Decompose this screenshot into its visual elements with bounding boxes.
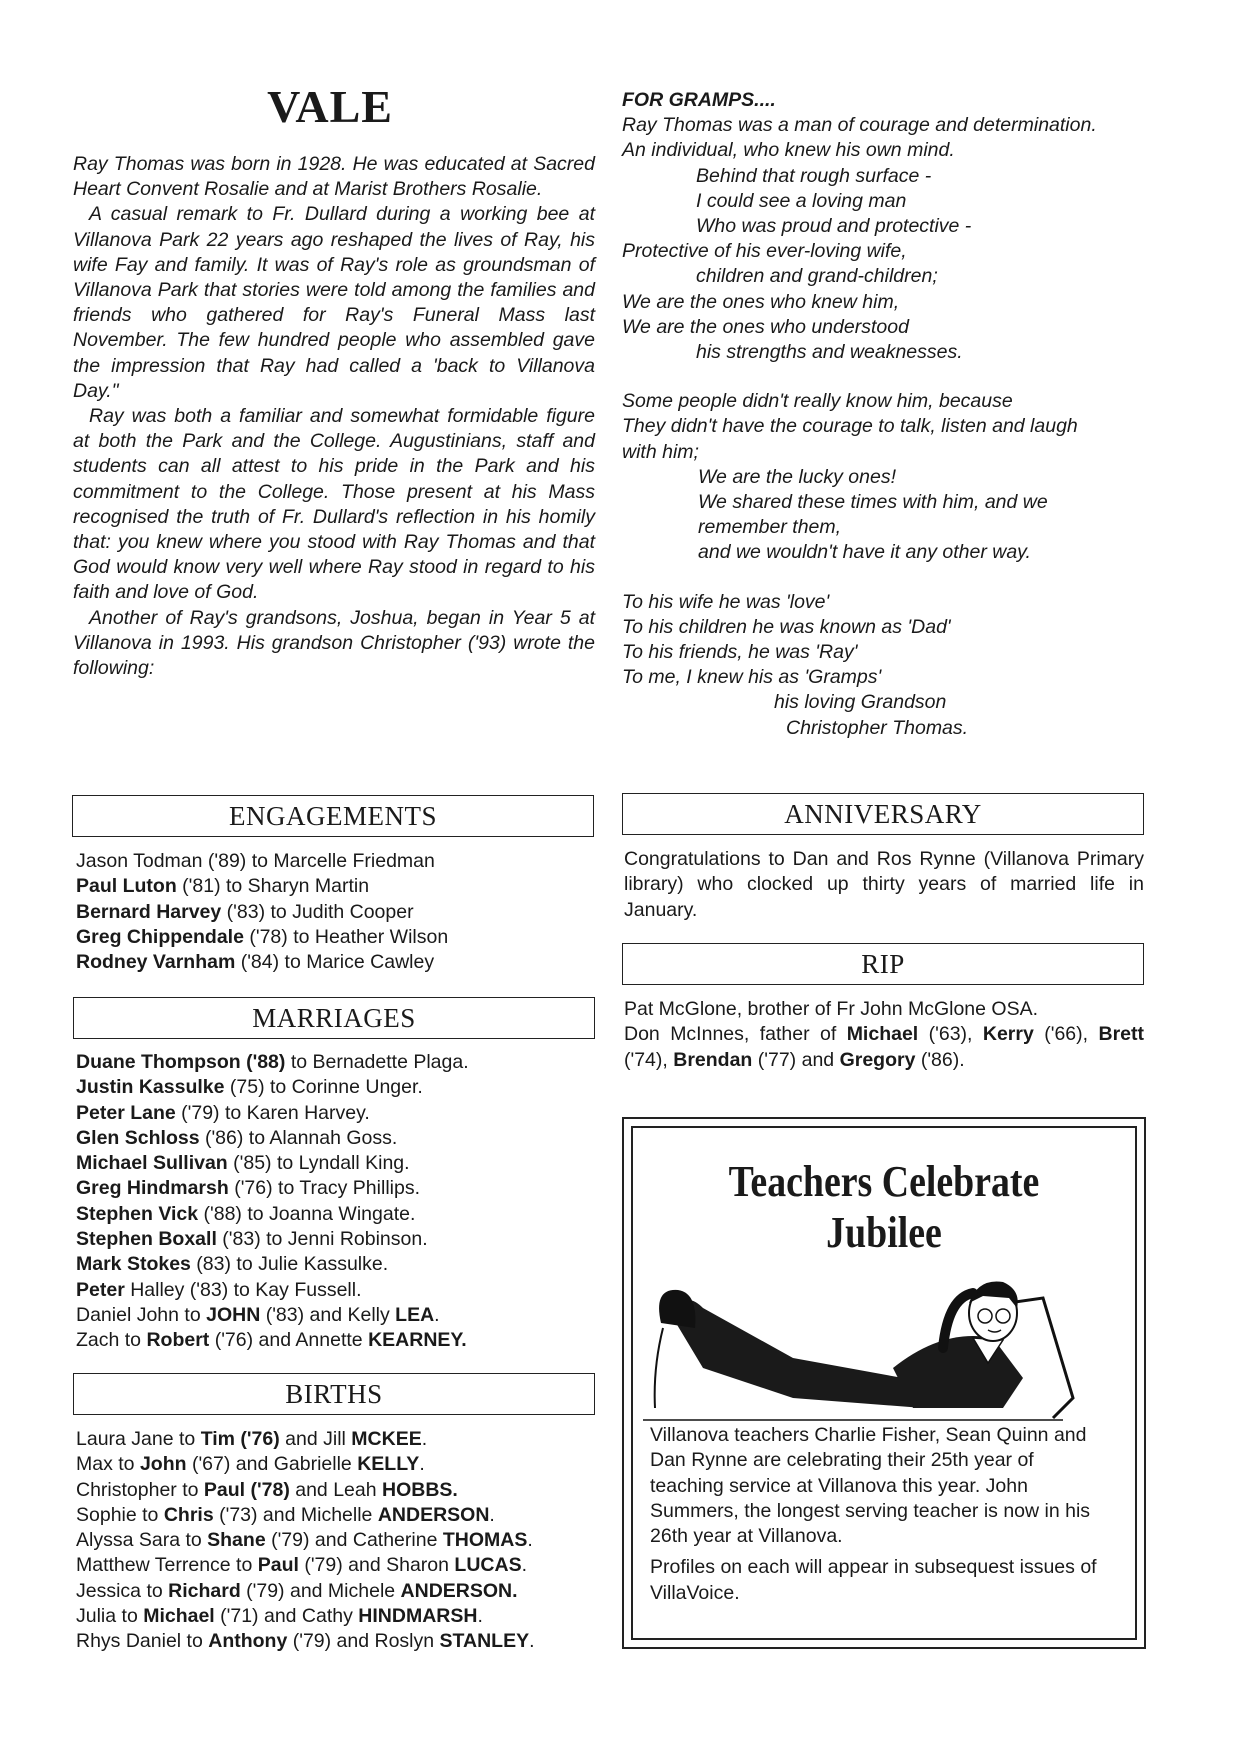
jubilee-paragraph: Villanova teachers Charlie Fisher, Sean Quinn and Dan Rynne are celebrating their 25th year of teaching service at Villanova this year. John Summers, the longest serving teacher is now in his 26th year at Villanova. <box>650 1424 1091 1548</box>
text-run: THOMAS <box>442 1529 528 1552</box>
text-run: ANDERSON. <box>400 1579 518 1602</box>
text-run: Sophie to <box>76 1503 164 1526</box>
text-run: Don McInnes, father of <box>624 1023 847 1046</box>
text-run: Anthony <box>208 1630 288 1653</box>
jubilee-inner-frame <box>631 1126 1137 1640</box>
anniversary-text: Congratulations to Dan and Ros Rynne (Villanova Primary library) who clocked up thirty years of married life in January. <box>624 848 1144 921</box>
poem-gap <box>622 365 1152 389</box>
list-item <box>76 1553 535 1578</box>
gramps-poem <box>622 88 1152 741</box>
births-list <box>76 1427 535 1655</box>
poem-gap <box>622 566 1152 590</box>
engagement-name: Greg Chippendale <box>76 925 244 948</box>
vale-paragraph: Another of Ray's grandsons, Joshua, began in Year 5 at Villanova in 1993. His grandson Christopher ('93) wrote the following: <box>73 606 595 680</box>
text-run: . <box>419 1453 425 1476</box>
marriage-name: Glen Schloss <box>76 1126 200 1149</box>
text-run: ANDERSON <box>377 1503 490 1526</box>
text-run: Chris <box>163 1503 214 1526</box>
text-run: Tim ('76) <box>200 1428 280 1450</box>
marriage-name: Peter Lane <box>76 1101 176 1124</box>
jubilee-title: Teachers Celebrate Jubilee <box>728 1157 1040 1257</box>
marriage-detail: Halley ('83) to Kay Fussell. <box>124 1278 362 1301</box>
text-run: . <box>489 1503 495 1526</box>
teacher-body <box>893 1336 1023 1408</box>
marriage-name: Mark Stokes <box>76 1253 191 1276</box>
marriage-detail: ('76) to Tracy Phillips. <box>228 1177 420 1200</box>
vale-paragraph: A casual remark to Fr. Dullard during a working bee at Villanova Park 22 years ago reshaped the lives of Ray, his wife Fay and family. It was of Ray's role as groundsman of Villanova Park that stories were told among the families and friends who gathered for Ray's Funeral Mass last November. The few hundred people who assembled gave the impression that Ray had called a 'back to Villanova Day." <box>73 203 595 402</box>
engagement-detail: ('89) to Marcelle Friedman <box>202 850 435 872</box>
list-item <box>76 1202 469 1227</box>
anniversary-heading: ANNIVERSARY <box>622 793 1144 835</box>
marriages-heading: MARRIAGES <box>73 997 595 1039</box>
poem-signature: Christopher Thomas. <box>786 716 969 739</box>
marriage-name: Michael Sullivan <box>76 1152 228 1175</box>
list-item <box>76 1252 469 1277</box>
text-run: HOBBS. <box>382 1478 458 1501</box>
list-item <box>76 1101 469 1126</box>
text-run: Rhys Daniel to <box>76 1630 209 1653</box>
text-run: ('79) and Roslyn <box>287 1630 440 1653</box>
list-item <box>76 1050 469 1075</box>
engagement-detail: ('84) to Marice Cawley <box>235 951 435 974</box>
marriage-detail: ('86) to Alannah Goss. <box>199 1126 398 1149</box>
rip-heading: RIP <box>622 943 1144 985</box>
text-run: ('71) and Cathy <box>214 1605 359 1628</box>
text-run: John <box>139 1453 187 1476</box>
engagement-detail: ('81) to Sharyn Martin <box>176 875 370 898</box>
poem-line: An individual, who knew his own mind. <box>622 139 955 162</box>
list-item <box>76 1604 535 1629</box>
teacher-legs <box>673 1300 943 1408</box>
rip-list <box>624 997 1144 1073</box>
list-item <box>76 1126 469 1151</box>
text-run: ('74), <box>624 1048 674 1071</box>
engagement-detail: ('83) to Judith Cooper <box>221 900 414 923</box>
text-run: Laura Jane to <box>76 1428 201 1450</box>
text-run: and Jill <box>279 1428 352 1450</box>
text-run: Richard <box>168 1579 241 1602</box>
marriage-detail: ('83) to Jenni Robinson. <box>216 1228 428 1251</box>
text-run: . <box>527 1529 533 1552</box>
text-run: Matthew Terrence to <box>76 1554 258 1577</box>
marriage-name: Peter <box>76 1278 125 1301</box>
text-run: ('83) and Kelly <box>260 1303 396 1326</box>
text-run: and Leah <box>289 1478 382 1501</box>
poem-line: We are the ones who knew him, <box>622 290 900 313</box>
list-item <box>76 1528 535 1553</box>
text-run: Paul ('78) <box>203 1478 290 1501</box>
poem-line: To his friends, he was 'Ray' <box>622 641 858 664</box>
poem-line: We are the lucky ones! <box>698 465 896 488</box>
poem-line: We shared these times with him, and we <box>698 491 1048 514</box>
poem-line: with him; <box>622 440 699 463</box>
jubilee-paragraph: Profiles on each will appear in subsequest issues of VillaVoice. <box>650 1556 1097 1604</box>
engagement-name: Paul Luton <box>76 875 177 898</box>
list-item <box>76 1176 469 1201</box>
poem-line: To his children he was known as 'Dad' <box>622 615 951 638</box>
list-item <box>76 1151 469 1176</box>
text-run: . <box>521 1554 528 1577</box>
marriage-name: Justin Kassulke <box>76 1076 225 1099</box>
text-run: Zach to <box>76 1329 147 1352</box>
poem-line: remember them, <box>698 516 842 539</box>
engagement-name: Rodney Varnham <box>76 951 236 974</box>
vale-paragraph: Ray was both a familiar and somewhat formidable figure at both the Park and the College. Augustinians, staff and students can all attest to his pride in the Park and his commitment to the College. Those present at his Mass recognised the truth of Fr. Dullard's reflection in his homily that: you knew where you stood with Ray Thomas and that God would know very well where Ray stood in regard to his faith and love of God. <box>73 405 595 604</box>
marriage-name: Duane Thompson ('88) <box>76 1051 286 1073</box>
text-run: Shane <box>207 1529 266 1552</box>
poem-title: FOR GRAMPS.... <box>622 89 776 111</box>
desk-edge <box>655 1328 663 1408</box>
list-item <box>76 1503 535 1528</box>
list-item <box>76 1278 469 1303</box>
text-run: LUCAS <box>454 1554 522 1577</box>
jubilee-text <box>650 1423 1110 1612</box>
text-run: ('77) and <box>752 1048 840 1071</box>
text-run: Paul <box>257 1554 299 1577</box>
list-item <box>76 925 448 950</box>
text-run: STANLEY <box>439 1630 530 1653</box>
text-run: Michael <box>143 1605 215 1628</box>
poem-line: his loving Grandson <box>774 691 947 714</box>
text-run: Robert <box>146 1329 210 1352</box>
text-run: Gregory <box>839 1048 916 1071</box>
text-run: Alyssa Sara to <box>76 1529 208 1552</box>
marriage-detail: to Bernadette Plaga. <box>285 1051 469 1073</box>
text-run: ('73) and Michelle <box>213 1503 378 1526</box>
poem-line: his strengths and weaknesses. <box>696 341 963 364</box>
marriage-detail: ('85) to Lyndall King. <box>227 1152 410 1175</box>
list-item <box>76 1629 535 1654</box>
engagement-name: Bernard Harvey <box>76 900 222 923</box>
poem-line: Ray Thomas was a man of courage and determination. <box>622 114 1097 137</box>
text-run: . <box>477 1605 483 1628</box>
marriage-detail: (83) to Julie Kassulke. <box>190 1253 389 1276</box>
text-run: Jessica to <box>76 1579 169 1602</box>
vale-body <box>73 152 595 681</box>
list-item <box>76 1328 469 1353</box>
engagements-heading: ENGAGEMENTS <box>72 795 594 837</box>
text-run: Max to <box>76 1453 140 1476</box>
list-item <box>76 874 448 899</box>
engagement-detail: ('78) to Heather Wilson <box>243 925 449 948</box>
text-run: Brett <box>1098 1023 1144 1046</box>
poem-line: and we wouldn't have it any other way. <box>698 541 1031 564</box>
poem-line: They didn't have the courage to talk, listen and laugh <box>622 415 1078 438</box>
text-run: Julia to <box>76 1605 144 1628</box>
text-run: ('67) and Gabrielle <box>186 1453 358 1476</box>
list-item <box>76 1452 535 1477</box>
list-item <box>76 900 448 925</box>
text-run: Kerry <box>982 1023 1034 1046</box>
engagements-list <box>76 849 448 975</box>
text-run: KEARNEY. <box>368 1329 467 1352</box>
list-item <box>76 1427 535 1452</box>
list-item <box>76 849 448 874</box>
vale-title: VALE <box>267 81 393 132</box>
marriage-detail: (75) to Corinne Unger. <box>224 1076 423 1099</box>
text-run: Michael <box>846 1023 919 1046</box>
jubilee-box <box>622 1117 1146 1649</box>
text-run: ('79) and Catherine <box>265 1529 443 1552</box>
text-run: Christopher to <box>76 1478 204 1501</box>
text-run: . <box>529 1630 535 1653</box>
text-run: ('66), <box>1033 1023 1099 1046</box>
poem-line: Behind that rough surface - <box>696 164 932 187</box>
vale-paragraph: Ray Thomas was born in 1928. He was educated at Sacred Heart Convent Rosalie and at Marist Brothers Rosalie. <box>73 153 595 201</box>
rip-entry <box>624 1022 1144 1073</box>
births-heading: BIRTHS <box>73 1373 595 1415</box>
reclining-teacher-illustration <box>643 1268 1133 1428</box>
text-run: ('79) and Michele <box>240 1579 401 1602</box>
text-run: JOHN <box>206 1303 261 1326</box>
text-run: HINDMARSH <box>358 1605 478 1628</box>
marriages-list <box>76 1050 469 1354</box>
marriage-name: Stephen Vick <box>76 1202 199 1225</box>
text-run: . <box>421 1428 428 1450</box>
shoe <box>659 1290 695 1328</box>
marriage-detail: ('88) to Joanna Wingate. <box>198 1202 416 1225</box>
poem-line: Protective of his ever-loving wife, <box>622 240 907 263</box>
rip-entry: Pat McGlone, brother of Fr John McGlone OSA. <box>624 998 1039 1020</box>
engagement-name: Jason Todman <box>76 850 203 872</box>
text-run: Daniel John to <box>76 1303 207 1326</box>
list-item <box>76 1478 535 1503</box>
poem-line: To me, I knew his as 'Gramps' <box>622 666 882 689</box>
list-item <box>76 1579 535 1604</box>
marriage-detail: ('79) to Karen Harvey. <box>175 1101 370 1124</box>
poem-line: To his wife he was 'love' <box>622 590 830 613</box>
poem-line: I could see a loving man <box>696 189 907 212</box>
text-run: ('86). <box>915 1048 965 1071</box>
text-run: LEA <box>395 1303 435 1326</box>
poem-line: children and grand-children; <box>696 265 938 288</box>
text-run: . <box>434 1303 440 1326</box>
poem-line: Some people didn't really know him, because <box>622 390 1013 413</box>
list-item <box>76 1075 469 1100</box>
text-run: KELLY <box>357 1453 420 1476</box>
marriage-name: Greg Hindmarsh <box>76 1177 229 1200</box>
text-run: ('79) and Sharon <box>298 1554 455 1577</box>
list-item <box>76 950 448 975</box>
poem-line: Who was proud and protective - <box>696 215 972 238</box>
text-run: ('76) and Annette <box>209 1329 369 1352</box>
marriage-name: Stephen Boxall <box>76 1228 217 1251</box>
text-run: MCKEE <box>351 1428 422 1450</box>
list-item <box>76 1227 469 1252</box>
list-item <box>76 1303 469 1328</box>
text-run: ('63), <box>918 1023 983 1046</box>
poem-line: We are the ones who understood <box>622 315 909 338</box>
text-run: Brendan <box>673 1048 753 1071</box>
